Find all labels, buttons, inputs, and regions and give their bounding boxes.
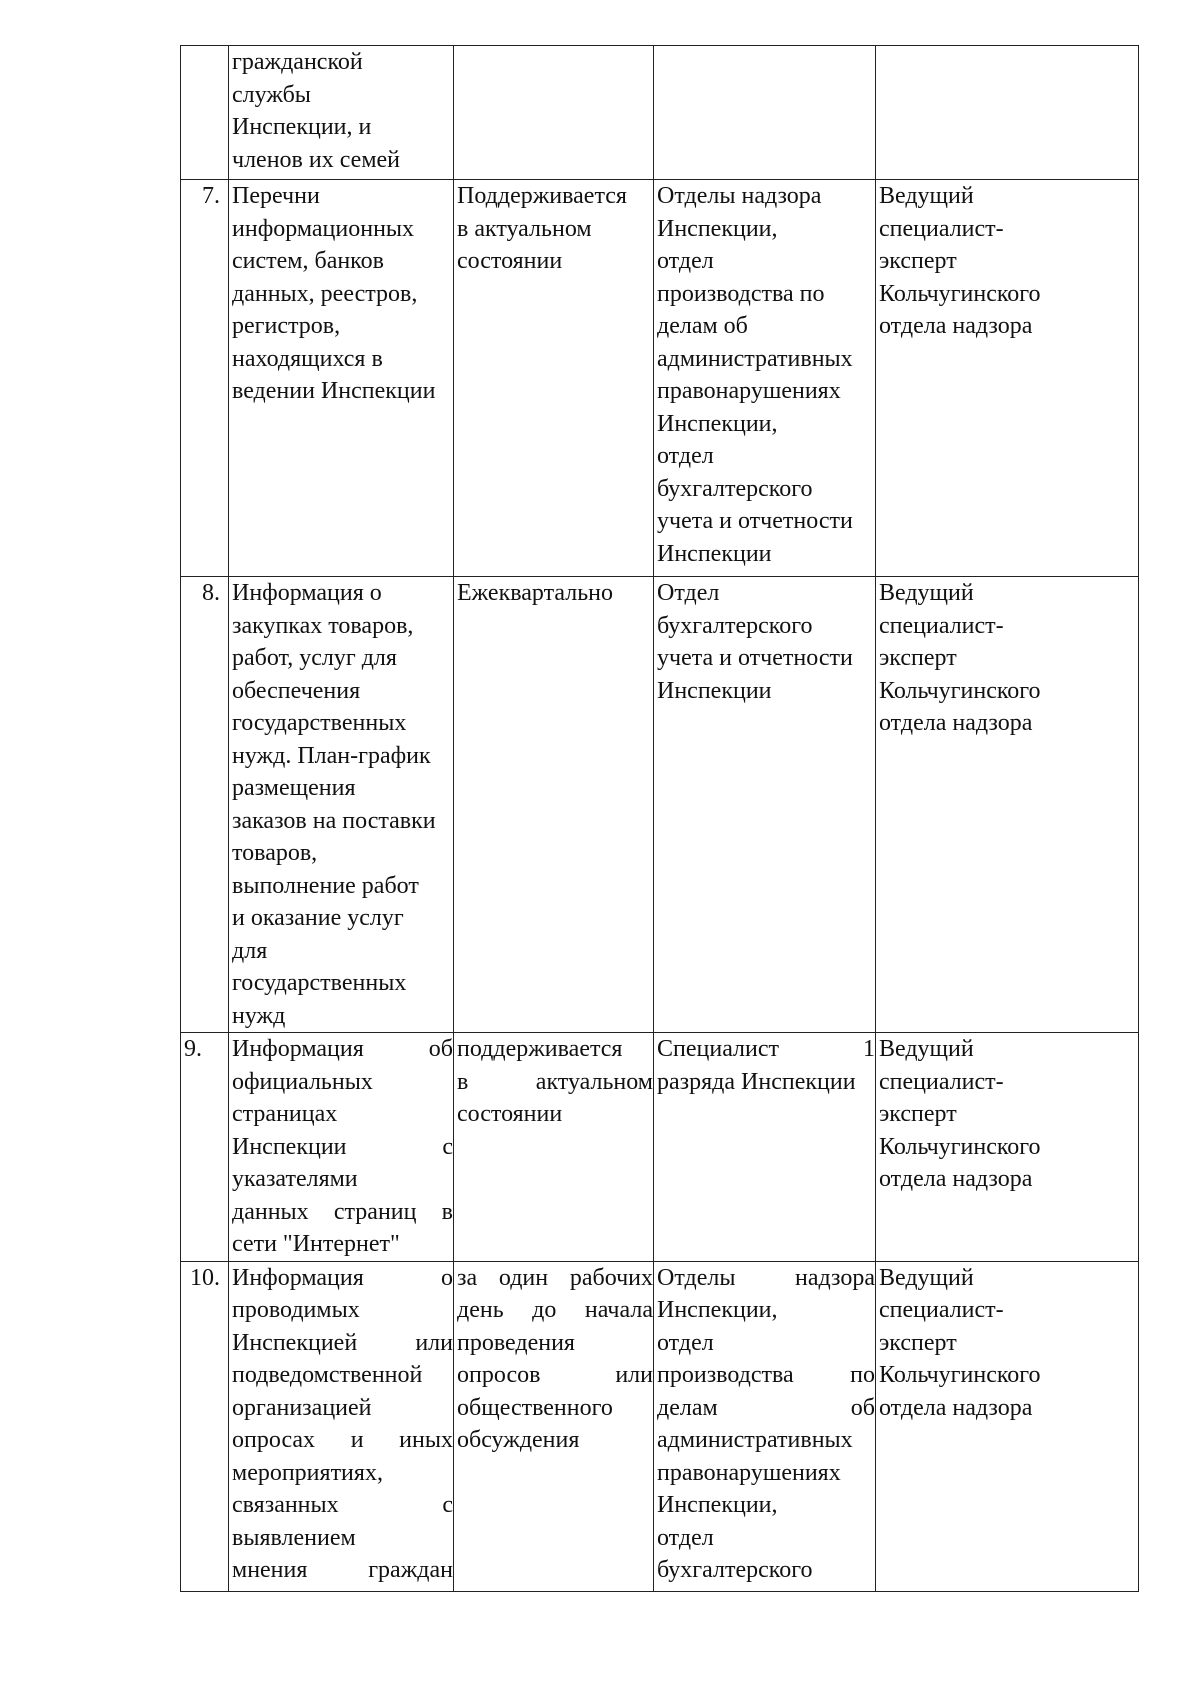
cell-line: учета и отчетности: [657, 508, 853, 534]
cell-line: указателями: [232, 1166, 358, 1192]
cell-line: в актуальном: [457, 215, 592, 242]
frequency-cell: [454, 1261, 654, 1591]
cell-line: общественного: [457, 1394, 613, 1421]
cell-line: организацией: [232, 1394, 372, 1421]
responsible-person-cell: [876, 1261, 1139, 1591]
cell-line: бухгалтерского: [657, 1557, 813, 1583]
cell-line: Отделы надзора: [657, 183, 822, 209]
row-number: 9.: [184, 1036, 202, 1062]
cell-line: состоянии: [457, 1101, 563, 1127]
responsible-dept-cell: [654, 1033, 876, 1262]
cell-line: Отдел: [657, 580, 720, 606]
responsible-person-cell: [876, 577, 1139, 1033]
cell-line: мнения граждан: [232, 1557, 453, 1583]
info-cell: [229, 180, 454, 577]
cell-line: связанных с: [232, 1492, 453, 1518]
cell-line: делам об: [657, 313, 748, 339]
cell-line: государственных: [232, 710, 407, 736]
cell-line: состоянии: [457, 248, 563, 274]
cell-line: в актуальном: [457, 1068, 653, 1095]
responsible-dept-cell: [654, 180, 876, 577]
cell-line: регистров,: [232, 313, 341, 339]
cell-line: подведомственной: [232, 1362, 423, 1388]
cell-line: товаров,: [232, 840, 318, 866]
cell-line: поддерживается: [457, 1036, 623, 1062]
row-number: 7.: [202, 183, 220, 209]
cell-line: Ведущий: [879, 1264, 974, 1291]
cell-line: разряда Инспекции: [657, 1068, 856, 1095]
table-row: [181, 577, 1139, 1033]
info-cell: [229, 577, 454, 1033]
cell-line: отдела надзора: [879, 313, 1033, 339]
cell-line: государственных: [232, 970, 407, 996]
cell-line: специалист-: [879, 215, 1004, 242]
cell-line: отдела надзора: [879, 1394, 1033, 1421]
cell-line: нужд. План-график: [232, 742, 431, 769]
cell-line: делам об: [657, 1394, 875, 1421]
cell-line: Инспекции,: [657, 215, 778, 242]
cell-line: Ведущий: [879, 183, 974, 209]
cell-line: мероприятиях,: [232, 1459, 383, 1486]
cell-line: Инспекции,: [657, 1492, 778, 1518]
cell-line: официальных: [232, 1068, 373, 1095]
cell-line: службы: [232, 81, 311, 108]
row-number-cell: [181, 1033, 229, 1262]
cell-line: заказов на поставки: [232, 807, 436, 834]
cell-line: данных, реестров,: [232, 280, 418, 307]
cell-line: отдел: [657, 1524, 714, 1551]
cell-line: размещения: [232, 775, 356, 801]
cell-line: нужд: [232, 1002, 286, 1029]
cell-line: Информация о: [232, 1264, 453, 1291]
cell-line: Специалист 1: [657, 1036, 875, 1062]
cell-line: Отделы надзора: [657, 1264, 875, 1291]
cell-line: выявлением: [232, 1524, 356, 1551]
frequency-cell: [454, 1033, 654, 1262]
info-cell: [229, 1261, 454, 1591]
cell-line: Инспекции: [657, 540, 772, 567]
cell-line: Кольчугинского: [879, 1362, 1041, 1388]
responsible-person-cell: [876, 46, 1139, 180]
cell-line: выполнение работ: [232, 872, 419, 899]
cell-line: Инспекции: [657, 677, 772, 704]
cell-line: данных страниц в: [232, 1198, 453, 1225]
frequency-cell: [454, 180, 654, 577]
cell-line: страницах: [232, 1101, 338, 1127]
cell-line: и оказание услуг: [232, 905, 404, 931]
cell-line: Инспекции,: [657, 410, 778, 437]
cell-line: обеспечения: [232, 677, 361, 704]
row-number-cell: [181, 577, 229, 1033]
info-cell: [229, 1033, 454, 1262]
cell-line: отдел: [657, 1329, 714, 1356]
cell-line: ведении Инспекции: [232, 378, 436, 404]
cell-line: гражданской: [232, 49, 363, 75]
frequency-cell: [454, 577, 654, 1033]
table-body: [181, 46, 1139, 1592]
cell-line: специалист-: [879, 612, 1004, 639]
cell-line: производства по: [657, 280, 825, 307]
cell-line: день до начала: [457, 1297, 653, 1323]
cell-line: сети "Интернет": [232, 1231, 400, 1257]
cell-line: находящихся в: [232, 345, 383, 372]
cell-line: закупках товаров,: [232, 612, 414, 639]
cell-line: проведения: [457, 1329, 575, 1356]
cell-line: Ведущий: [879, 1036, 974, 1062]
frequency-cell: [454, 46, 654, 180]
cell-line: эксперт: [879, 645, 957, 671]
cell-line: специалист-: [879, 1068, 1004, 1095]
row-number-cell: [181, 46, 229, 180]
cell-line: за один рабочих: [457, 1264, 653, 1291]
document-table: [180, 45, 1139, 1592]
cell-line: эксперт: [879, 248, 957, 274]
responsible-dept-cell: [654, 1261, 876, 1591]
info-cell: [229, 46, 454, 180]
responsible-dept-cell: [654, 46, 876, 180]
cell-line: Инспекции, и: [232, 114, 372, 140]
cell-line: Кольчугинского: [879, 280, 1041, 307]
cell-line: эксперт: [879, 1329, 957, 1356]
cell-line: Инспекцией или: [232, 1329, 453, 1356]
cell-line: бухгалтерского: [657, 612, 813, 639]
cell-line: административных: [657, 1427, 853, 1453]
table-row: [181, 1261, 1139, 1591]
cell-line: Ежеквартально: [457, 580, 613, 606]
cell-line: Поддерживается: [457, 183, 627, 209]
cell-line: информационных: [232, 215, 415, 242]
cell-line: правонарушениях: [657, 1459, 841, 1486]
cell-line: учета и отчетности: [657, 645, 853, 671]
cell-line: опросах и иных: [232, 1427, 453, 1453]
cell-line: эксперт: [879, 1101, 957, 1127]
cell-line: Кольчугинского: [879, 1133, 1041, 1160]
cell-line: административных: [657, 345, 853, 372]
cell-line: проводимых: [232, 1297, 360, 1323]
cell-line: обсуждения: [457, 1427, 580, 1453]
cell-line: специалист-: [879, 1297, 1004, 1323]
cell-line: отдел: [657, 443, 714, 469]
responsible-person-cell: [876, 180, 1139, 577]
row-number: 8.: [202, 580, 220, 606]
cell-line: бухгалтерского: [657, 475, 813, 502]
table-row: [181, 1033, 1139, 1262]
cell-line: отдел: [657, 248, 714, 274]
cell-line: членов их семей: [232, 146, 400, 173]
cell-line: Ведущий: [879, 580, 974, 606]
cell-line: производства по: [657, 1362, 875, 1388]
cell-line: Информация об: [232, 1036, 453, 1062]
cell-line: Инспекции,: [657, 1297, 778, 1323]
row-number-cell: [181, 1261, 229, 1591]
cell-line: правонарушениях: [657, 378, 841, 404]
cell-line: для: [232, 937, 268, 964]
cell-line: отдела надзора: [879, 1166, 1033, 1192]
cell-line: Информация о: [232, 580, 382, 606]
table-row: [181, 180, 1139, 577]
cell-line: систем, банков: [232, 248, 384, 274]
responsible-dept-cell: [654, 577, 876, 1033]
cell-line: опросов или: [457, 1362, 653, 1388]
row-number-cell: [181, 180, 229, 577]
cell-line: Инспекции с: [232, 1133, 453, 1160]
cell-line: работ, услуг для: [232, 645, 397, 671]
row-number: 10.: [190, 1264, 220, 1291]
responsible-person-cell: [876, 1033, 1139, 1262]
cell-line: Кольчугинского: [879, 677, 1041, 704]
cell-line: Перечни: [232, 183, 320, 209]
table-row: [181, 46, 1139, 180]
cell-line: отдела надзора: [879, 710, 1033, 736]
